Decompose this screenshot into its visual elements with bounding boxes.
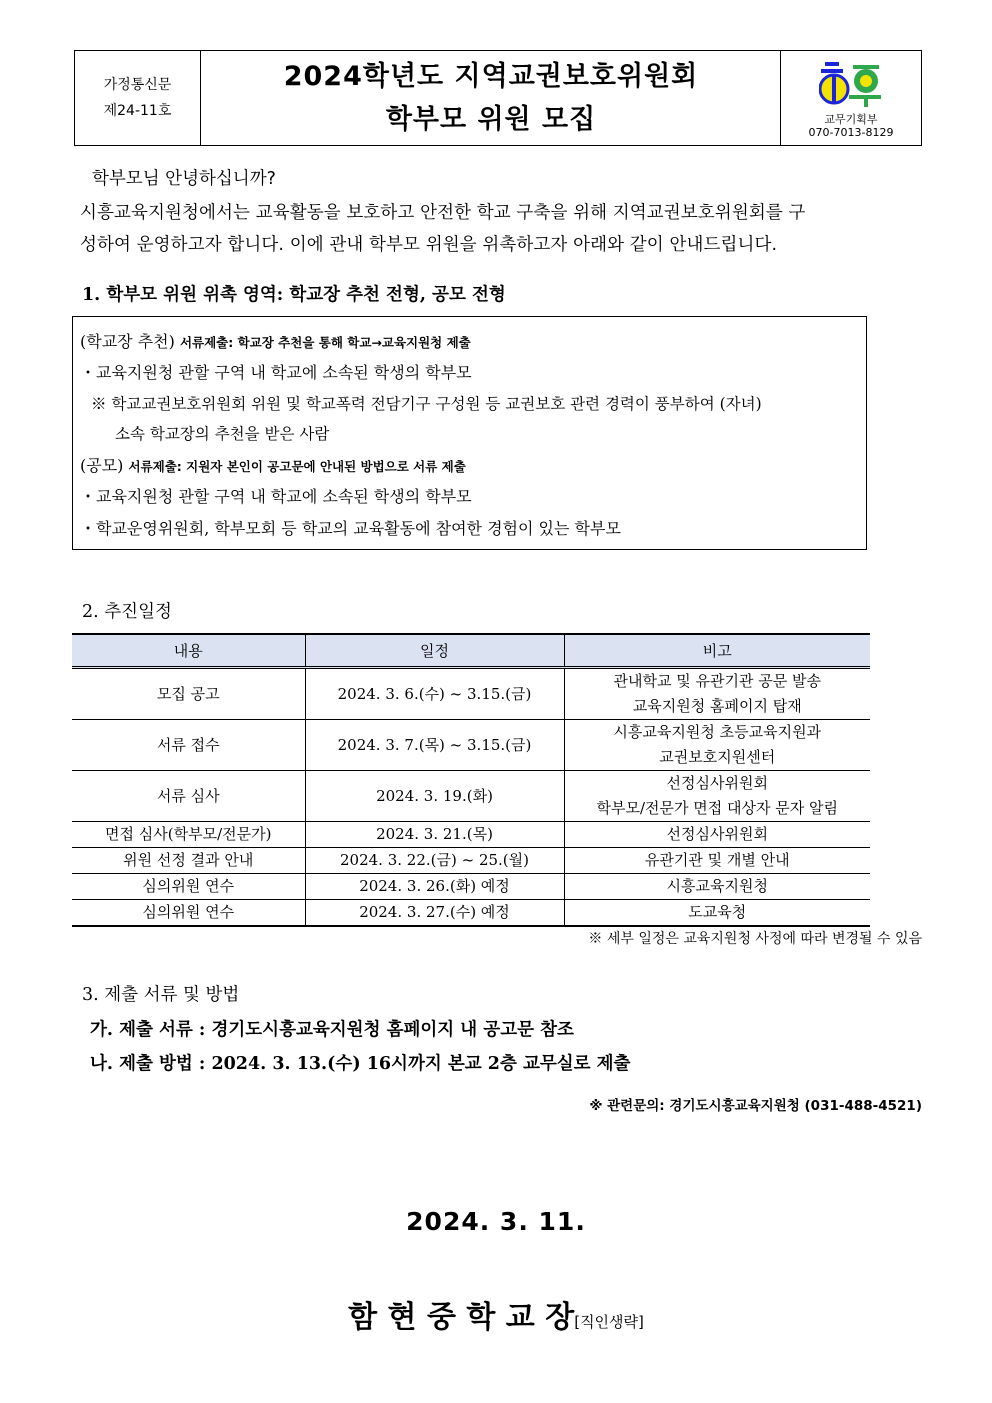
row-note-line: 교육지원청 홈페이지 탑재 xyxy=(632,697,802,715)
public-recruit-note: 서류제출: 지원자 본인이 공고문에 안내된 방법으로 서류 제출 xyxy=(128,459,466,474)
row-content: 면접 심사(학부모/전문가) xyxy=(72,822,305,848)
section-2-title: 2. 추진일정 xyxy=(82,602,172,622)
row-note-line: 학부모/전문가 면접 대상자 문자 알림 xyxy=(596,799,838,817)
row-note xyxy=(564,771,870,822)
contact-info: ※ 관련문의: 경기도시흥교육지원청 (031-488-4521) xyxy=(589,1098,922,1114)
table-header-row xyxy=(72,634,870,668)
public-recruit-label: (공모) xyxy=(80,456,124,475)
seal-note: [직인생략] xyxy=(574,1313,644,1331)
doc-number: 제24-11호 xyxy=(103,103,172,119)
row-content: 모집 공고 xyxy=(72,668,305,720)
schedule-footnote: ※ 세부 일정은 교육지원청 사정에 따라 변경될 수 있음 xyxy=(588,931,922,947)
page-title xyxy=(200,51,782,145)
row-note: 선정심사위원회 xyxy=(564,822,870,848)
signer-block xyxy=(0,1292,992,1336)
doc-type: 가정통신문 xyxy=(103,77,172,93)
row-note-line: 시흥교육지원청 초등교육지원과 xyxy=(613,723,822,741)
greeting: 학부모님 안녕하십니까? xyxy=(92,169,276,189)
table-row xyxy=(72,720,870,771)
table-row xyxy=(72,874,870,900)
submit-method: 나. 제출 방법 : 2024. 3. 13.(수) 16시까지 본교 2층 교무실로 제출 xyxy=(90,1054,631,1074)
school-recommend-item-1: ・교육지원청 관할 구역 내 학교에 소속된 학생의 학부모 xyxy=(80,363,472,382)
title-line-2: 학부모 위원 모집 xyxy=(385,104,597,135)
row-content: 위원 선정 결과 안내 xyxy=(72,848,305,874)
col-header-date: 일정 xyxy=(305,634,564,668)
row-note xyxy=(564,668,870,720)
table-row xyxy=(72,771,870,822)
issue-date: 2024. 3. 11. xyxy=(406,1207,586,1236)
intro-line-1: 시흥교육지원청에서는 교육활동을 보호하고 안전한 학교 구축을 위해 지역교권보호위원회를 구 xyxy=(80,203,806,223)
signer-name: 함 현 중 학 교 장 xyxy=(348,1300,575,1335)
col-header-content: 내용 xyxy=(72,634,305,668)
row-content: 심의위원 연수 xyxy=(72,874,305,900)
table-row xyxy=(72,668,870,720)
row-date: 2024. 3. 21.(목) xyxy=(305,822,564,848)
row-date: 2024. 3. 6.(수) ~ 3.15.(금) xyxy=(305,668,564,720)
public-recruit-item-1: ・교육지원청 관할 구역 내 학교에 소속된 학생의 학부모 xyxy=(80,487,472,506)
schedule-table xyxy=(72,633,870,927)
row-date: 2024. 3. 26.(화) 예정 xyxy=(305,874,564,900)
row-note-line: 교권보호지원센터 xyxy=(659,748,776,766)
row-content: 서류 심사 xyxy=(72,771,305,822)
table-row xyxy=(72,822,870,848)
recruit-criteria-box xyxy=(72,316,867,550)
school-logo-area xyxy=(780,51,921,145)
title-line-1: 2024학년도 지역교권보호위원회 xyxy=(283,61,699,92)
school-logo-icon xyxy=(819,59,883,109)
intro-line-2: 성하여 운영하고자 합니다. 이에 관내 학부모 위원을 위촉하고자 아래와 같이 안내드립니다. xyxy=(80,235,778,255)
row-date: 2024. 3. 19.(화) xyxy=(305,771,564,822)
row-note: 유관기관 및 개별 안내 xyxy=(564,848,870,874)
row-content: 심의위원 연수 xyxy=(72,900,305,927)
school-recommend-heading xyxy=(80,329,471,352)
school-recommend-item-2: ※ 학교교권보호위원회 위원 및 학교폭력 전담기구 구성원 등 교권보호 관련 경력이 풍부하여 (자녀) xyxy=(91,395,762,413)
school-recommend-label: (학교장 추천) xyxy=(80,332,175,351)
school-recommend-note: 서류제출: 학교장 추천을 통해 학교→교육지원청 제출 xyxy=(179,335,471,350)
row-note-line: 관내학교 및 유관기관 공문 발송 xyxy=(613,672,821,690)
row-note-line: 선정심사위원회 xyxy=(666,774,768,792)
public-recruit-heading xyxy=(80,453,466,476)
row-date: 2024. 3. 7.(목) ~ 3.15.(금) xyxy=(305,720,564,771)
dept-info xyxy=(781,113,921,139)
submit-docs: 가. 제출 서류 : 경기도시흥교육지원청 홈페이지 내 공고문 참조 xyxy=(90,1020,574,1040)
row-note: 시흥교육지원청 xyxy=(564,874,870,900)
row-note xyxy=(564,720,870,771)
dept-phone: 070-7013-8129 xyxy=(808,126,894,139)
section-3-title: 3. 제출 서류 및 방법 xyxy=(82,985,240,1005)
row-content: 서류 접수 xyxy=(72,720,305,771)
row-date: 2024. 3. 27.(수) 예정 xyxy=(305,900,564,927)
col-header-note: 비고 xyxy=(564,634,870,668)
public-recruit-item-2: ・학교운영위원회, 학부모회 등 학교의 교육활동에 참여한 경험이 있는 학부모 xyxy=(80,519,621,538)
dept-name: 교무기획부 xyxy=(824,113,878,126)
header-box xyxy=(74,50,922,146)
table-row xyxy=(72,848,870,874)
row-date: 2024. 3. 22.(금) ~ 25.(월) xyxy=(305,848,564,874)
table-row xyxy=(72,900,870,927)
row-note: 도교육청 xyxy=(564,900,870,927)
school-recommend-item-2-cont: 소속 학교장의 추천을 받은 사람 xyxy=(115,425,330,443)
doc-info xyxy=(75,51,201,145)
section-1-title: 1. 학부모 위원 위촉 영역: 학교장 추천 전형, 공모 전형 xyxy=(82,285,506,305)
